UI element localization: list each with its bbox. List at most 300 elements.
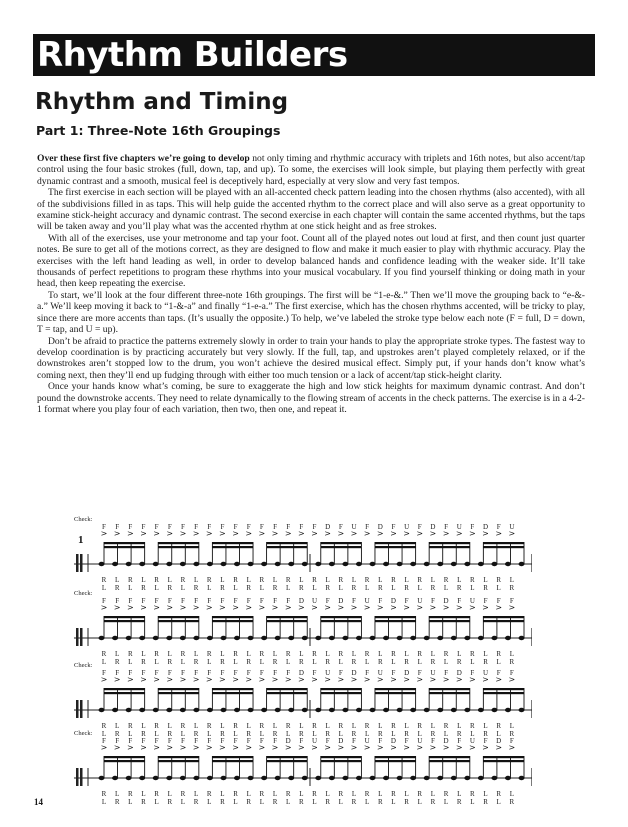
sticking-left-lead-item: R: [299, 730, 304, 738]
accent-row-item: >: [495, 529, 503, 538]
beam: [267, 620, 308, 622]
sticking-right-lead-item: L: [483, 576, 488, 584]
sticking-left-lead-item: R: [430, 798, 436, 806]
stroke-row-item: F: [128, 737, 133, 745]
accent-row-item: >: [179, 603, 187, 612]
stroke-row-item: F: [286, 669, 291, 677]
sticking-left-lead-item: R: [193, 584, 199, 592]
accent-row-item: >: [297, 603, 305, 612]
accent-row-item: >: [284, 675, 292, 684]
stroke-row-item: F: [220, 737, 225, 745]
beam: [104, 756, 145, 758]
sticking-left-lead-item: L: [470, 730, 475, 738]
beam: [212, 542, 253, 544]
sticking-left-lead-item: R: [377, 584, 383, 592]
stroke-row-item: U: [404, 523, 410, 531]
page-number: 14: [34, 797, 43, 807]
accent-row-item: >: [416, 675, 424, 684]
sticking-right-lead-item: R: [470, 576, 475, 584]
beam: [212, 756, 253, 758]
sticking-right-lead-item: R: [338, 790, 344, 798]
paragraph-3: With all of the exercises, use your metronome and tap your foot. Count all of the played notes out loud at first, and then count just quarter notes. Be sure to get all of the motions correct, as they are designed to flow and make it much easier to play with rhythmic accuracy. Play the exercises with the left hand leading as well, in order to develop balanced hands and confidence leading with the weaker side. It’ll take thousands of perfect repetitions to program these rhythms into your musical vocabulary. If you find yourself thinking or doing math in your head, then keep repeating the exercise.: [37, 232, 585, 290]
sticking-right-lead-item: L: [430, 790, 436, 798]
accent-row-item: >: [508, 743, 516, 752]
stroke-row-item: U: [325, 669, 331, 677]
sticking-left-lead-item: L: [312, 730, 317, 738]
accent-row-item: >: [232, 743, 239, 752]
sticking-right-lead-item: R: [285, 722, 291, 730]
sticking-right-lead-item: R: [259, 576, 265, 584]
sticking-right-lead-item: L: [141, 790, 146, 798]
accent-row-item: >: [442, 603, 450, 612]
sticking-right-lead-item: R: [285, 576, 291, 584]
beam: [158, 546, 199, 548]
sticking-left-lead-item: L: [443, 730, 449, 738]
sticking-left-lead-item: R: [456, 730, 462, 738]
sticking-right-lead-item: R: [101, 650, 107, 658]
sticking-left-lead-item: L: [312, 584, 317, 592]
sticking-right-lead-item: R: [443, 650, 449, 658]
accent-row-item: >: [455, 529, 463, 538]
accent-row-item: >: [232, 675, 239, 684]
accent-row-item: >: [284, 529, 292, 538]
sticking-right-lead-item: L: [272, 650, 278, 658]
stroke-row-item: F: [286, 597, 291, 605]
beam: [429, 692, 470, 694]
stroke-row-item: F: [141, 597, 146, 605]
beam: [212, 620, 253, 622]
sticking-right-lead-item: R: [470, 650, 475, 658]
accent-row-item: >: [403, 675, 410, 684]
sticking-right-lead-item: L: [404, 650, 409, 658]
sticking-left-lead-item: R: [456, 658, 462, 666]
sticking-right-lead-item: R: [417, 790, 423, 798]
sticking-right-lead-item: R: [312, 722, 317, 730]
sticking-right-lead-item: L: [457, 650, 462, 658]
stroke-row-item: F: [365, 523, 370, 531]
accent-row-item: >: [482, 529, 489, 538]
sticking-left-lead-item: R: [272, 798, 278, 806]
beam: [212, 692, 253, 694]
sticking-left-lead-item: R: [483, 584, 488, 592]
beam: [321, 616, 362, 618]
accent-row-item: >: [245, 603, 253, 612]
accent-row-item: >: [403, 603, 410, 612]
sticking-left-lead-item: R: [377, 658, 383, 666]
accent-row-item: >: [113, 603, 121, 612]
sticking-left-lead-item: R: [483, 798, 488, 806]
sticking-left-lead-item: L: [207, 798, 212, 806]
beam: [321, 688, 362, 690]
stroke-row-item: U: [483, 669, 489, 677]
sticking-left-lead-item: R: [193, 658, 199, 666]
paragraph-5: Don’t be afraid to practice the patterns extremely slowly in order to train your hands to play the appropriate stroke types. The fastest way to develop coordination is by practicing accurately but very slowly. If the full, tap, and upstrokes aren’t played completely relaxed, or if the downstrokes aren’t stopped low to the drum, you won’t achieve the desired musical effect. Simply put, if your hands don’t know what’s coming next, then they’ll end up fudging through with either too much tension or a lack of accent/tap stick-height clarity.: [37, 335, 585, 381]
sticking-left-lead-item: R: [299, 658, 304, 666]
sticking-left-lead-item: L: [391, 730, 396, 738]
sticking-left-lead-item: L: [286, 584, 291, 592]
sticking-left-lead-item: L: [128, 730, 133, 738]
accent-row-item: >: [192, 603, 200, 612]
sticking-left-lead-item: L: [312, 658, 317, 666]
sticking-right-lead-item: L: [299, 722, 304, 730]
accent-row-item: >: [113, 675, 121, 684]
stroke-row-item: F: [470, 523, 475, 531]
sticking-left-lead-item: R: [246, 730, 252, 738]
sticking-left-lead-item: R: [377, 730, 383, 738]
sticking-left-lead-item: L: [470, 798, 475, 806]
stroke-row-item: D: [390, 597, 396, 605]
beam: [375, 616, 416, 618]
stroke-row-item: F: [299, 737, 304, 745]
sticking-left-lead-item: L: [286, 658, 291, 666]
stroke-row-item: F: [180, 523, 185, 531]
stroke-row-item: F: [220, 669, 225, 677]
sticking-left-lead-item: L: [364, 730, 370, 738]
sticking-left-lead-item: L: [496, 798, 501, 806]
sticking-left-lead-item: R: [167, 658, 173, 666]
sticking-left-lead-item: L: [101, 658, 107, 666]
sticking-left-lead-item: R: [272, 730, 278, 738]
accent-row-item: >: [179, 675, 187, 684]
sticking-right-lead-item: L: [483, 790, 488, 798]
sticking-right-lead-item: R: [496, 576, 502, 584]
accent-row-item: >: [166, 743, 174, 752]
sticking-left-lead-item: R: [483, 730, 488, 738]
accent-row-item: >: [350, 529, 358, 538]
sticking-right-lead: [98, 576, 518, 584]
sticking-right-lead-item: L: [299, 576, 304, 584]
sticking-right-lead-item: L: [483, 650, 488, 658]
stroke-row-item: F: [207, 737, 212, 745]
accent-row-item: >: [271, 743, 279, 752]
sticking-left-lead-item: L: [233, 658, 238, 666]
accent-row-item: >: [219, 743, 226, 752]
accent-row-item: >: [140, 675, 147, 684]
accent-row-item: >: [482, 743, 489, 752]
beam: [321, 692, 362, 694]
accent-row-item: >: [113, 743, 121, 752]
stroke-row-item: F: [325, 597, 330, 605]
sticking-left-lead-item: L: [154, 658, 159, 666]
stroke-row-item: F: [102, 597, 106, 605]
stroke-row-item: F: [391, 669, 396, 677]
sticking-right-lead-item: R: [127, 722, 133, 730]
stroke-row-item: F: [404, 597, 409, 605]
accent-row-item: >: [205, 743, 213, 752]
stroke-row-item: F: [180, 597, 185, 605]
stroke-row-item: F: [404, 737, 409, 745]
accent-row-item: >: [416, 603, 424, 612]
stroke-row-item: F: [391, 523, 396, 531]
stroke-row-item: D: [298, 669, 304, 677]
sticking-right-lead-item: R: [417, 650, 423, 658]
accent-row-item: >: [442, 529, 450, 538]
sticking-left-lead-item: R: [456, 584, 462, 592]
sticking-left-lead-item: L: [180, 730, 186, 738]
percussion-clef: [76, 700, 79, 718]
paragraph-2: The first exercise in each section will be played with an all-accented check pattern leading into the chosen rhythms (also accented), with all of the subdivisions filled in as taps. This will help guide the accented rhythm to the correct place and will also serve as a great opportunity to examine stick-height accuracy and dynamic contrast. The second exercise in each chapter will contain the same accented rhythms, but the taps will be taken away and you’ll play what was the accented rhythm at one stick height and as free strokes.: [37, 187, 585, 233]
sticking-left-lead-item: L: [154, 798, 159, 806]
sticking-right-lead-item: L: [483, 722, 488, 730]
accent-row-item: >: [245, 743, 253, 752]
sticking-right-lead-item: L: [351, 576, 357, 584]
sticking-right-lead-item: R: [364, 650, 370, 658]
sticking-left-lead-item: L: [391, 584, 396, 592]
stroke-row-item: F: [167, 737, 172, 745]
accent-row-item: >: [416, 529, 424, 538]
beam: [483, 760, 524, 762]
stroke-row-item: F: [220, 523, 225, 531]
staff-drawing: [74, 754, 532, 788]
sticking-right-lead-item: R: [338, 650, 344, 658]
sticking-right-lead-item: R: [443, 722, 449, 730]
stroke-row-item: F: [233, 737, 238, 745]
accent-row-item: >: [363, 603, 371, 612]
sticking-right-lead-item: R: [233, 722, 238, 730]
stroke-row-item: F: [220, 597, 225, 605]
stroke-row-item: F: [102, 669, 106, 677]
sticking-right-lead-item: R: [206, 576, 212, 584]
stroke-row-item: F: [470, 669, 475, 677]
sticking-right-lead-item: R: [233, 790, 238, 798]
stroke-row-item: F: [483, 737, 488, 745]
sticking-left-lead-item: L: [180, 658, 186, 666]
sticking-left-lead-item: L: [364, 798, 370, 806]
sticking-right-lead-item: L: [220, 576, 225, 584]
stroke-row-item: F: [273, 523, 277, 531]
sticking-left-lead-item: R: [193, 798, 199, 806]
accent-row-item: >: [337, 603, 345, 612]
stroke-row-item: U: [456, 523, 462, 531]
sticking-right-lead-item: R: [470, 790, 475, 798]
sticking-left-lead-item: L: [128, 584, 133, 592]
beam: [375, 546, 416, 548]
sticking-left-lead-item: L: [207, 730, 212, 738]
chapter-banner: [33, 34, 595, 76]
stroke-row-item: F: [444, 669, 449, 677]
sticking-right-lead-item: L: [193, 650, 199, 658]
accent-row-item: >: [192, 675, 200, 684]
stroke-row-item: U: [417, 737, 423, 745]
accent-row-item: >: [219, 529, 226, 538]
sticking-right-lead-item: L: [457, 722, 462, 730]
stroke-row-item: D: [298, 597, 304, 605]
beam: [321, 620, 362, 622]
check-label: Check:: [74, 516, 93, 523]
sticking-left-lead-item: R: [404, 658, 409, 666]
stroke-row-item: F: [246, 669, 251, 677]
sticking-right-lead-item: R: [417, 576, 423, 584]
sticking-right-lead-item: L: [246, 650, 251, 658]
beam: [158, 616, 199, 618]
sticking-left-lead-item: R: [220, 798, 225, 806]
sticking-left-lead-item: L: [286, 798, 291, 806]
sticking-left-lead-item: R: [299, 584, 304, 592]
stroke-row-item: F: [102, 523, 106, 531]
sticking-right-lead-item: R: [496, 650, 502, 658]
accent-row-item: >: [153, 743, 160, 752]
sticking-right-lead-item: R: [180, 650, 186, 658]
accent-row-item: >: [495, 675, 503, 684]
stroke-row-item: F: [299, 523, 304, 531]
sticking-right-lead-item: R: [206, 650, 212, 658]
sticking-left-lead-item: R: [509, 798, 515, 806]
sticking-right-lead-item: R: [443, 790, 449, 798]
staff-drawing: [74, 540, 532, 574]
sticking-right-lead: [98, 790, 518, 798]
accent-row-item: >: [311, 529, 318, 538]
stroke-row-item: F: [365, 669, 370, 677]
staff-drawing: [74, 614, 532, 648]
stroke-row-item: D: [377, 523, 383, 531]
stroke-row-item: F: [496, 597, 501, 605]
stroke-row-item: F: [246, 597, 251, 605]
accent-row-item: >: [495, 603, 503, 612]
stroke-row-item: D: [456, 669, 462, 677]
sticking-right-lead-item: L: [167, 576, 172, 584]
stroke-row-item: U: [377, 669, 383, 677]
beam: [267, 756, 308, 758]
stroke-row-item: F: [259, 669, 264, 677]
percussion-clef: [76, 554, 79, 572]
stroke-row-item: F: [483, 597, 488, 605]
sticking-right-lead-item: L: [272, 576, 278, 584]
sticking-right-lead-item: R: [206, 722, 212, 730]
sticking-right-lead-item: R: [101, 576, 107, 584]
sticking-right-lead-item: R: [364, 722, 370, 730]
section-title: Rhythm and Timing: [35, 89, 289, 115]
sticking-left-lead-item: L: [259, 730, 265, 738]
sticking-left-lead-item: R: [430, 584, 436, 592]
stroke-row-item: F: [273, 597, 277, 605]
sticking-right-lead-item: L: [325, 576, 330, 584]
stroke-row-item: F: [444, 523, 449, 531]
sticking-left-lead-item: L: [496, 584, 501, 592]
accent-row-item: >: [363, 675, 371, 684]
beam: [483, 692, 524, 694]
beam: [375, 688, 416, 690]
stroke-row-item: D: [404, 669, 410, 677]
sticking-right-lead-item: L: [299, 790, 304, 798]
sticking-right-lead-item: L: [404, 722, 409, 730]
beam: [483, 620, 524, 622]
sticking-left-lead-item: R: [351, 730, 357, 738]
accent-row-item: >: [166, 529, 174, 538]
sticking-left-lead-item: R: [220, 730, 225, 738]
accent-row-item: >: [324, 529, 331, 538]
sticking-right-lead-item: R: [496, 790, 502, 798]
accent-row-item: >: [140, 743, 147, 752]
accent-row-item: >: [311, 603, 318, 612]
sticking-left-lead-item: L: [470, 658, 475, 666]
sticking-left-lead-item: L: [154, 730, 159, 738]
beam: [104, 546, 145, 548]
beam: [104, 542, 145, 544]
sticking-left-lead-item: R: [141, 798, 146, 806]
stroke-row-item: F: [352, 737, 356, 745]
sticking-left-lead-item: R: [351, 658, 357, 666]
sticking-right-lead-item: L: [193, 790, 199, 798]
accent-row: [98, 676, 518, 684]
beam: [375, 756, 416, 758]
sticking-left-lead-item: R: [272, 658, 278, 666]
sticking-right-lead-item: R: [364, 576, 370, 584]
accent-row-item: >: [442, 675, 450, 684]
sticking-right-lead-item: L: [220, 790, 225, 798]
sticking-right-lead: [98, 722, 518, 730]
sticking-right-lead-item: L: [299, 650, 304, 658]
notation-system: [74, 516, 532, 596]
accent-row-item: >: [179, 743, 187, 752]
banner-title: Rhythm Builders: [37, 35, 348, 75]
accent-row-item: >: [350, 603, 358, 612]
accent-row-item: >: [429, 675, 437, 684]
accent-row-item: >: [126, 675, 134, 684]
accent-row-item: >: [219, 603, 226, 612]
sticking-left-lead-item: R: [141, 584, 146, 592]
beam: [104, 688, 145, 690]
sticking-left-lead-item: L: [233, 584, 238, 592]
sticking-right-lead-item: R: [180, 576, 186, 584]
sticking-right-lead: [98, 650, 518, 658]
accent-row-item: >: [258, 743, 266, 752]
sticking-right-lead-item: L: [325, 650, 330, 658]
sticking-left-lead-item: R: [193, 730, 199, 738]
sticking-left-lead-item: R: [351, 798, 357, 806]
percussion-clef: [76, 628, 79, 646]
stroke-row-item: F: [509, 669, 514, 677]
sticking-right-lead-item: L: [272, 722, 278, 730]
sticking-left-lead-item: R: [246, 798, 252, 806]
stroke-row-item: U: [311, 597, 318, 605]
check-label: Check:: [74, 590, 93, 597]
stroke-row-item: U: [469, 737, 475, 745]
sticking-right-lead-item: L: [378, 790, 383, 798]
sticking-left-lead-item: L: [364, 584, 370, 592]
stroke-row-item: F: [457, 737, 462, 745]
stroke-row-item: F: [233, 597, 238, 605]
stroke-row-item: D: [338, 737, 344, 745]
stroke-row-item: F: [115, 523, 120, 531]
stroke-row-item: F: [115, 597, 120, 605]
accent-row-item: >: [166, 675, 174, 684]
stroke-row-item: F: [496, 669, 501, 677]
accent-row-item: >: [508, 529, 516, 538]
accent-row-item: >: [271, 675, 279, 684]
sticking-right-lead-item: R: [417, 722, 423, 730]
stroke-row-item: U: [311, 737, 318, 745]
percussion-clef: [80, 628, 83, 646]
stroke-row-item: F: [207, 669, 212, 677]
sticking-left-lead-item: R: [114, 730, 120, 738]
sticking-right-lead-item: L: [430, 722, 436, 730]
stroke-row-item: F: [207, 597, 212, 605]
accent-row-item: >: [508, 675, 516, 684]
sticking-left-lead-item: R: [509, 658, 515, 666]
sticking-right-lead-item: L: [404, 790, 409, 798]
paragraph-text: not only timing and rhythmic accuracy with triplets and 16th notes, but also accent/tap control using the four basic strokes (full, down, tap, and up). To some, the exercises will look simple, but playing them perfectly with great dynamic contrast and a smooth, musical feel is deceptively hard, especially at very slow and very fast tempos.: [37, 153, 585, 187]
sticking-left-lead-item: L: [417, 658, 422, 666]
beam: [104, 692, 145, 694]
sticking-left-lead-item: R: [509, 584, 515, 592]
sticking-left-lead-item: L: [391, 798, 396, 806]
beam: [212, 760, 253, 762]
accent-row: [98, 604, 518, 612]
beam: [267, 542, 308, 544]
accent-row-item: >: [166, 603, 174, 612]
beam: [321, 542, 362, 544]
accent-row-item: >: [390, 675, 397, 684]
